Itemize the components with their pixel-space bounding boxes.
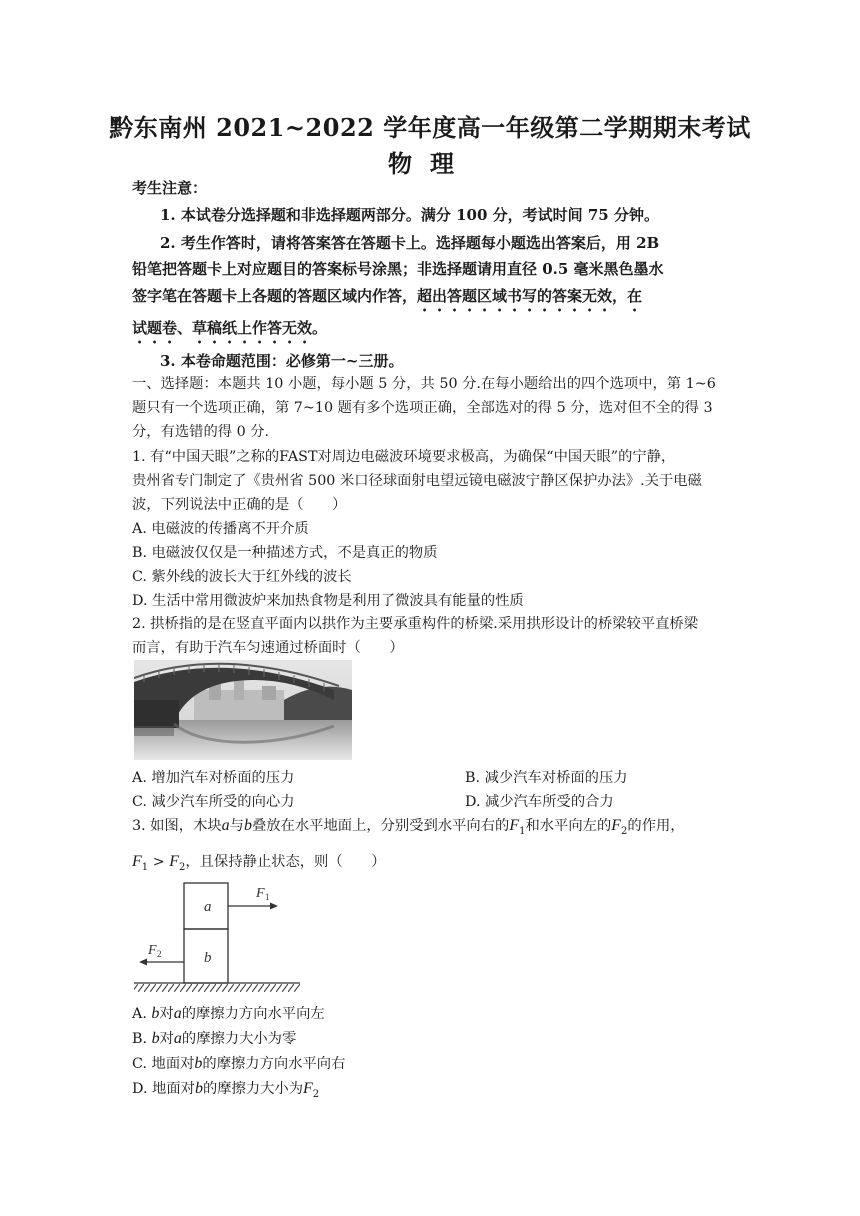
- q3-option-a: [132, 1004, 732, 1024]
- q3-option-text: 的摩擦力方向水平向左: [181, 1006, 325, 1022]
- q3-stem-line-2: [132, 852, 732, 878]
- q3-option-text: 对: [159, 1006, 174, 1022]
- notice-item-1: 1. 本试卷分选择题和非选择题两部分。满分 100 分，考试时间 75 分钟。: [160, 206, 659, 224]
- q3-text: 叠放在水平地面上，分别受到水平向右的: [251, 818, 510, 834]
- var-f2: F: [611, 817, 622, 834]
- label-f2-subscript: 2: [157, 949, 162, 959]
- var-a: a: [221, 817, 230, 834]
- section-1-line-2: 题只有一个选项正确，第 7~10 题有多个选项正确，全部选对的得 5 分，选对但不全的得 3: [132, 400, 713, 416]
- q1-option-b: B. 电磁波仅仅是一种描述方式，不是真正的物质: [132, 545, 438, 561]
- q2-option-d: D. 减少汽车所受的合力: [465, 794, 614, 810]
- var-f2: F: [169, 853, 180, 870]
- q2-option-b: B. 减少汽车对桥面的压力: [465, 770, 628, 786]
- q1-stem-line-2: 贵州省专门制定了《贵州省 500 米口径球面射电望远镜电磁波宁静区保护办法》.关于电磁: [132, 473, 702, 489]
- label-a: a: [204, 899, 212, 915]
- q3-option-text: 的摩擦力大小为零: [181, 1031, 297, 1047]
- q3-text: 3. 如图，木块: [132, 818, 222, 834]
- q3-text: ，且保持静止状态，则（ ）: [185, 854, 386, 870]
- q1-option-c: C. 紫外线的波长大于红外线的波长: [132, 569, 352, 585]
- q1-stem-line-3: 波，下列说法中正确的是（ ）: [132, 497, 347, 513]
- var-a: a: [173, 1005, 182, 1022]
- q3-stem-line-1: [132, 816, 732, 842]
- var-f1: F: [132, 853, 142, 870]
- var-b: b: [151, 1005, 160, 1022]
- notice-item-3: 3. 本卷命题范围：必修第一~三册。: [160, 352, 404, 370]
- q2-option-a: A. 增加汽车对桥面的压力: [132, 770, 295, 786]
- q3-option-text: C. 地面对: [132, 1056, 195, 1072]
- subscript-1: 1: [141, 861, 149, 873]
- var-b: b: [194, 1055, 203, 1072]
- q2-stem-line-1: 2. 拱桥指的是在竖直平面内以拱作为主要承重构件的桥梁.采用拱形设计的桥梁较平直桥梁: [132, 616, 699, 632]
- q3-option-text: 的摩擦力大小为: [202, 1081, 304, 1097]
- q3-option-text: 的摩擦力方向水平向右: [202, 1056, 346, 1072]
- q1-option-d: D. 生活中常用微波炉来加热食物是利用了微波具有能量的性质: [132, 593, 524, 609]
- q3-option-text: A.: [132, 1006, 152, 1022]
- q3-text: 与: [229, 818, 244, 834]
- var-b: b: [151, 1030, 160, 1047]
- var-b: b: [194, 1080, 203, 1097]
- var-f2: F: [303, 1080, 313, 1097]
- var-f1: F: [509, 817, 520, 834]
- q3-text: 和水平向左的: [525, 818, 612, 834]
- q3-text: 的作用，: [627, 818, 685, 834]
- q2-option-c: C. 减少汽车所受的向心力: [132, 794, 295, 810]
- label-f1-subscript: 1: [265, 892, 270, 902]
- notice-period: 。: [312, 319, 328, 337]
- section-1-line-3: 分，有选错的得 0 分.: [132, 424, 270, 440]
- q3-option-text: D. 地面对: [132, 1081, 195, 1097]
- var-b: b: [243, 817, 252, 834]
- q1-option-a: A. 电磁波的传播离不开介质: [132, 521, 309, 537]
- q1-stem-line-1: 1. 有“中国天眼”之称的FAST对周边电磁波环境要求极高，为确保“中国天眼”的宁静，: [132, 449, 676, 465]
- label-f1: F: [256, 886, 265, 901]
- notice-label: 考生注意：: [132, 179, 208, 197]
- exam-subject: 物理: [388, 149, 472, 178]
- var-a: a: [173, 1030, 182, 1047]
- q3-option-text: 对: [159, 1031, 174, 1047]
- subscript-2: 2: [312, 1088, 320, 1100]
- subscript-2: 2: [179, 861, 186, 873]
- notice-item-2-line-1: 2. 考生作答时，请将答案答在答题卡上。选择题每小题选出答案后，用 2B: [160, 234, 660, 252]
- stacked-blocks-diagram: [132, 880, 302, 998]
- q3-option-c: [132, 1054, 732, 1074]
- label-b: b: [204, 950, 212, 966]
- section-1-line-1: 一、选择题：本题共 10 小题，每小题 5 分，共 50 分.在每小题给出的四个选项中，第 1~6: [132, 376, 716, 392]
- notice-item-2-line-3: [132, 286, 732, 315]
- q3-option-text: B.: [132, 1031, 152, 1047]
- q2-stem-line-2: 而言，有助于汽车匀速通过桥面时（ ）: [132, 640, 404, 656]
- arch-bridge-photo: [134, 660, 352, 760]
- subscript-2: 2: [621, 825, 628, 837]
- exam-title: 黔东南州 2021~2022 学年度高一年级第二学期期末考试: [109, 113, 751, 142]
- q3-option-d: [132, 1079, 732, 1105]
- notice-item-2-line-4: [132, 318, 732, 347]
- subscript-1: 1: [519, 825, 526, 837]
- notice-emphasis-text: 超出答题区域书写的答案无效，在: [417, 287, 643, 305]
- notice-plain-text: 签字笔在答题卡上各题的答题区域内作答，: [132, 287, 418, 305]
- q3-option-b: [132, 1029, 732, 1049]
- notice-emphasis-text-2: 试题卷、草稿纸上作答无效: [132, 319, 313, 337]
- greater-than-sign: >: [148, 854, 170, 870]
- label-f2: F: [148, 943, 157, 958]
- notice-item-2-line-2: 铅笔把答题卡上对应题目的答案标号涂黑；非选择题请用直径 0.5 毫米黑色墨水: [132, 260, 664, 278]
